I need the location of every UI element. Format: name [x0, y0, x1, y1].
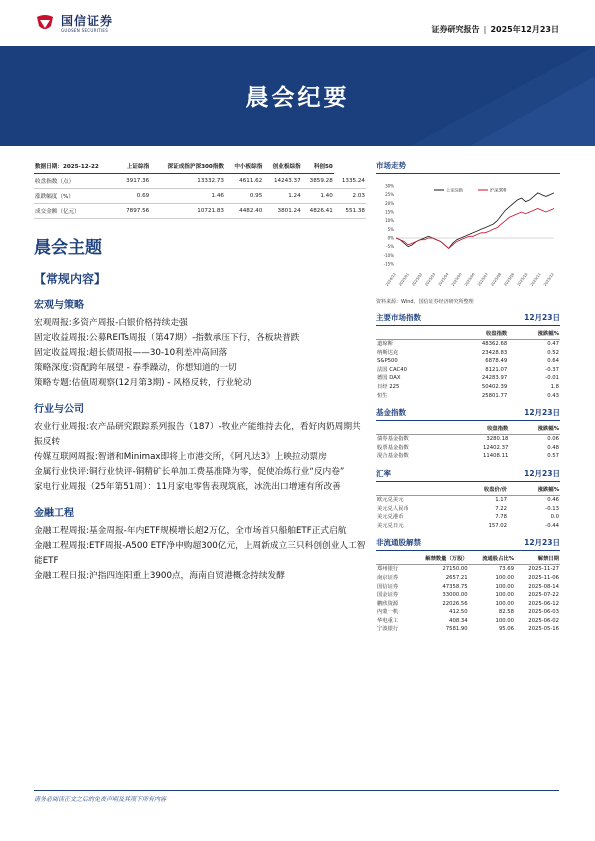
- index-cell: 4482.40: [225, 204, 263, 219]
- index-cell: 1335.24: [334, 174, 366, 189]
- y-tick-label: 25%: [385, 192, 394, 198]
- fund-index-title: 基金指数: [376, 408, 406, 418]
- index-header: 深证成指沪深300指数: [150, 160, 225, 174]
- title-banner: [0, 46, 595, 146]
- fund-index-date: 12月23日: [524, 408, 560, 418]
- table-cell: 50402.39: [481, 383, 508, 390]
- table-row: [376, 374, 560, 383]
- report-date: 2025年12月23日: [490, 25, 559, 34]
- logo-cn: 国信证券: [61, 13, 114, 28]
- top-bar: [0, 0, 595, 44]
- doc-meta: 证券研究报告 | 2025年12月23日: [431, 25, 559, 34]
- table-cell: 国金证券: [377, 592, 399, 599]
- report-item[interactable]: 策略专题:估值周观察(12月第3期) - 风格反转，行业轮动: [34, 378, 252, 388]
- unlock-table: [376, 551, 560, 634]
- fx-section: [376, 468, 560, 530]
- table-row: [376, 392, 560, 401]
- table-cell: 157.02: [488, 522, 507, 529]
- table-row: [376, 366, 560, 375]
- x-tick-label: 2025/08: [490, 272, 503, 287]
- table-cell: 欧元兑美元: [377, 496, 404, 503]
- table-cell: 1.17: [495, 496, 507, 503]
- table-cell: 22026.56: [442, 600, 468, 607]
- x-tick-label: 2025/04: [437, 272, 450, 287]
- table-cell: -0.37: [545, 366, 559, 373]
- x-tick-label: 2025/09: [503, 272, 516, 287]
- table-row: [376, 565, 560, 574]
- table-cell: 33000.00: [442, 592, 468, 599]
- section-title: 行业与公司: [34, 404, 84, 415]
- table-cell: 7581.90: [445, 626, 468, 633]
- table-cell: 美元兑人民币: [377, 505, 409, 512]
- x-tick-label: 2025/06: [463, 272, 476, 287]
- legend-label: 沪深300: [490, 187, 507, 193]
- main-heading: 晨会主题: [34, 238, 102, 258]
- y-tick-label: -10%: [383, 252, 394, 258]
- fund-index-table: [376, 421, 560, 461]
- table-cell: 郑州银行: [377, 566, 399, 573]
- table-cell: 73.69: [498, 566, 514, 573]
- report-item[interactable]: 固定收益周报:公募REITs周报（第47期）-指数承压下行，各板块普跌: [34, 333, 300, 343]
- block-heading: 【常规内容】: [34, 272, 107, 286]
- table-cell: 道琼斯: [377, 341, 393, 347]
- chart-source: 资料来源：Wind、国信证券经济研究所整理: [376, 299, 474, 305]
- logo: [34, 13, 113, 35]
- table-cell: 25801.77: [481, 392, 508, 399]
- index-cell: 4611.62: [225, 174, 263, 189]
- index-table: [34, 160, 366, 219]
- report-type: 证券研究报告: [431, 25, 480, 34]
- table-cell: 27150.00: [442, 566, 468, 573]
- index-cell: 551.38: [334, 204, 366, 219]
- x-tick-label: 2025/05: [450, 272, 463, 287]
- x-tick-label: 2025/10: [516, 272, 529, 287]
- banner-title: 晨会纪要: [245, 85, 350, 111]
- table-row: [376, 495, 560, 504]
- index-row-label: 收盘指数（点）: [34, 174, 118, 189]
- table-cell: 6878.49: [485, 358, 508, 365]
- table-cell: 鹏欣资源: [377, 600, 399, 607]
- table-row: [376, 357, 560, 366]
- index-row: [34, 189, 366, 204]
- index-header-date: 数据日期：2025-12-22: [34, 160, 118, 174]
- report-item[interactable]: 传媒互联网周报:智谱和Minimax即将上市港交所，《阿凡达3》上映拉动票房: [34, 452, 327, 462]
- table-row: [376, 617, 560, 626]
- index-header: 创业板综指: [263, 160, 301, 174]
- table-cell: 11408.11: [483, 453, 509, 460]
- table-cell: 2025-11-06: [528, 574, 559, 581]
- table-cell: S&P500: [377, 358, 398, 365]
- table-header: [376, 482, 452, 496]
- table-cell: 0.57: [547, 453, 559, 460]
- table-cell: 100.00: [495, 600, 514, 607]
- unlock-date: 12月23日: [524, 538, 560, 548]
- market-trend-chart: [376, 176, 560, 294]
- x-tick-label: 2025/07: [477, 272, 489, 287]
- index-row-label: 成交金额（亿元）: [34, 204, 118, 219]
- main-index-title: 主要市场指数: [376, 313, 421, 322]
- index-cell: 2.03: [334, 189, 366, 204]
- table-cell: 2025-06-03: [528, 609, 559, 616]
- index-row: [34, 204, 366, 219]
- table-row: [376, 608, 560, 617]
- x-tick-label: 2025/12: [542, 272, 555, 287]
- table-cell: 2025-05-16: [528, 626, 559, 633]
- table-header: 收盘价/价: [483, 486, 507, 493]
- fund-index-section: [376, 407, 560, 461]
- table-header: [376, 551, 408, 565]
- right-column: [376, 160, 560, 634]
- table-cell: 8121.07: [485, 366, 508, 373]
- unlock-title: 非流通股解禁: [376, 538, 421, 548]
- table-row: [376, 383, 560, 392]
- table-header: 解禁日期: [537, 556, 559, 563]
- index-cell: 1.46: [150, 189, 225, 204]
- table-cell: 日经 225: [377, 383, 400, 390]
- main-index-table: [376, 326, 560, 400]
- table-cell: 2025-08-14: [528, 583, 559, 590]
- x-tick-label: 2025/11: [529, 272, 542, 287]
- table-cell: 100.00: [495, 592, 514, 599]
- table-cell: 股票基金指数: [377, 444, 409, 451]
- table-row: [376, 505, 560, 514]
- report-item[interactable]: 金融工程日报:沪指四连阳重上3900点，海南自贸港概念持续发酵: [34, 571, 285, 581]
- report-item[interactable]: 家电行业周报（25年第51周）：11月家电零售表现筑底，冰洗出口增速有所改善: [34, 482, 341, 492]
- x-tick-label: 2024/12: [384, 272, 397, 287]
- index-cell: 3859.28: [302, 174, 334, 189]
- fx-date: 12月23日: [524, 468, 560, 478]
- x-tick-label: 2025/03: [424, 272, 437, 287]
- table-cell: 100.00: [495, 583, 514, 590]
- main-index-date: 12月23日: [524, 313, 560, 322]
- left-column: [34, 160, 366, 584]
- table-cell: 美元兑港币: [377, 514, 404, 521]
- y-tick-label: -15%: [383, 261, 394, 267]
- table-row: [376, 574, 560, 583]
- table-cell: 0.47: [547, 341, 559, 347]
- table-cell: 1.8: [550, 383, 559, 390]
- x-tick-label: 2025/01: [398, 272, 410, 287]
- table-header: [376, 326, 447, 340]
- table-cell: -0.44: [545, 522, 559, 529]
- table-cell: 0.64: [547, 358, 559, 365]
- table-cell: 恒生: [377, 392, 388, 399]
- table-cell: 7.78: [495, 514, 507, 521]
- table-cell: 3280.18: [486, 436, 509, 443]
- table-cell: 0.52: [547, 349, 559, 356]
- main-index-section: [376, 312, 560, 400]
- index-cell: 0.95: [225, 189, 263, 204]
- table-cell: 混合基金指数: [377, 453, 409, 460]
- table-cell: 24283.97: [481, 375, 508, 382]
- table-header: 涨跌幅%: [537, 486, 559, 493]
- table-cell: 2025-06-02: [528, 617, 559, 624]
- table-cell: 0.0: [550, 514, 559, 521]
- table-header: 解禁数量（万股）: [425, 556, 468, 563]
- table-header: 收盘指数: [487, 426, 509, 433]
- market-trend-title: 市场走势: [376, 160, 560, 174]
- unlock-section: [376, 537, 560, 634]
- report-item[interactable]: 宏观周报:多资产周报-白银价格持续走强: [34, 318, 188, 328]
- report-item[interactable]: 金融工程周报:基金周报-年内ETF规模增长超2万亿，全市场首只船舶ETF正式启航: [34, 526, 347, 536]
- index-cell: 7897.56: [118, 204, 150, 219]
- sections: [34, 296, 366, 584]
- y-tick-label: 20%: [385, 200, 394, 206]
- index-cell: 1.40: [302, 189, 334, 204]
- table-row: [376, 444, 560, 453]
- table-cell: -0.01: [545, 375, 559, 382]
- table-header: 涨跌幅%: [537, 331, 559, 337]
- table-cell: -0.13: [545, 505, 559, 512]
- table-row: [376, 513, 560, 522]
- logo-en: GUOSEN SECURITIES: [61, 27, 109, 33]
- index-header: 上证综指: [118, 160, 150, 174]
- table-row: [376, 435, 560, 444]
- report-item[interactable]: 金融工程周报:ETF周报-A500 ETF净申购超300亿元，上周新成立三只科创创业人工智能ETF: [34, 541, 366, 566]
- table-row: [376, 591, 560, 600]
- table-cell: 7.22: [495, 505, 507, 512]
- table-cell: 德国 DAX: [377, 375, 401, 382]
- table-row: [376, 340, 560, 349]
- table-header: 涨跌幅%: [537, 426, 559, 433]
- index-cell: 14243.37: [263, 174, 301, 189]
- footer-disclaimer: 请务必阅读正文之后的免责声明及其项下所有内容: [34, 790, 559, 803]
- table-cell: 0.48: [547, 444, 559, 451]
- y-tick-label: 30%: [385, 183, 394, 189]
- index-header: 中小板综指: [225, 160, 263, 174]
- report-item[interactable]: 金属行业快评:铜行业快评-铜精矿长单加工费基准降为零，促使冶炼行业“反内卷”: [34, 467, 345, 477]
- index-cell: 3917.36: [118, 174, 150, 189]
- table-cell: 100.00: [495, 617, 514, 624]
- report-item[interactable]: 固定收益周报:超长债周报——30-10利差冲高回落: [34, 348, 228, 358]
- table-cell: 2025-06-12: [528, 600, 559, 607]
- y-tick-label: 5%: [387, 226, 394, 232]
- table-cell: 国信证券: [377, 583, 399, 590]
- guosen-logo-icon: [34, 13, 56, 35]
- y-tick-label: -5%: [386, 244, 394, 250]
- table-cell: 12402.37: [483, 444, 509, 451]
- y-tick-label: 10%: [385, 218, 394, 224]
- legend-label: 上证综指: [446, 187, 463, 193]
- index-row: [34, 174, 366, 189]
- index-cell: 1.24: [263, 189, 301, 204]
- report-item[interactable]: 策略深度:资配跨年展望 - 春季躁动，你想知道的一切: [34, 363, 237, 373]
- y-tick-label: 15%: [385, 209, 394, 215]
- index-cell: 3801.24: [263, 204, 301, 219]
- x-tick-label: 2025/02: [411, 272, 424, 287]
- fx-table: [376, 482, 560, 530]
- table-cell: 纳斯达克: [377, 349, 399, 356]
- table-cell: 0.06: [547, 436, 559, 443]
- table-row: [376, 600, 560, 609]
- table-row: [376, 349, 560, 358]
- index-cell: 10721.83: [150, 204, 225, 219]
- table-row: [376, 522, 560, 531]
- series-line-1: [396, 209, 554, 249]
- table-cell: 2657.21: [445, 574, 468, 581]
- table-cell: 内蒙一机: [377, 609, 399, 616]
- table-row: [376, 452, 560, 461]
- index-header: 科创50: [302, 160, 334, 174]
- table-row: [376, 583, 560, 592]
- table-cell: 2025-07-22: [528, 592, 559, 599]
- section-title: 宏观与策略: [34, 300, 84, 311]
- table-cell: 0.46: [547, 496, 559, 503]
- table-cell: 23428.83: [481, 349, 508, 356]
- table-cell: 0.43: [547, 392, 559, 399]
- table-cell: 美元兑日元: [377, 522, 404, 529]
- table-cell: 南京证券: [377, 574, 399, 581]
- table-row: [376, 625, 560, 634]
- table-cell: 412.50: [449, 609, 468, 616]
- section-title: 金融工程: [34, 508, 74, 519]
- index-row-label: 涨跌幅度（%）: [34, 189, 118, 204]
- table-cell: 宁波银行: [377, 626, 399, 633]
- index-cell: 4826.41: [302, 204, 334, 219]
- table-cell: 95.06: [498, 626, 514, 633]
- table-cell: 408.34: [449, 617, 468, 624]
- table-cell: 债券基金指数: [377, 436, 409, 443]
- index-cell: 13332.73: [150, 174, 225, 189]
- table-cell: 82.58: [498, 609, 514, 616]
- table-cell: 47358.75: [442, 583, 468, 590]
- y-tick-label: 0%: [387, 235, 394, 241]
- index-cell: 0.69: [118, 189, 150, 204]
- table-cell: 华电重工: [377, 617, 399, 624]
- fx-title: 汇率: [376, 468, 391, 478]
- table-header: 收盘指数: [486, 331, 508, 337]
- table-cell: 2025-11-27: [528, 566, 559, 573]
- table-cell: 48362.68: [481, 341, 508, 347]
- table-cell: 100.00: [495, 574, 514, 581]
- table-header: 流通股占比%: [482, 556, 514, 563]
- table-cell: 法国 CAC40: [377, 366, 407, 373]
- table-header: [376, 421, 450, 435]
- report-item[interactable]: 农业行业周报:农产品研究跟踪系列报告（187）-牧业产能维持去化，看好肉奶周期共振反转: [34, 422, 361, 447]
